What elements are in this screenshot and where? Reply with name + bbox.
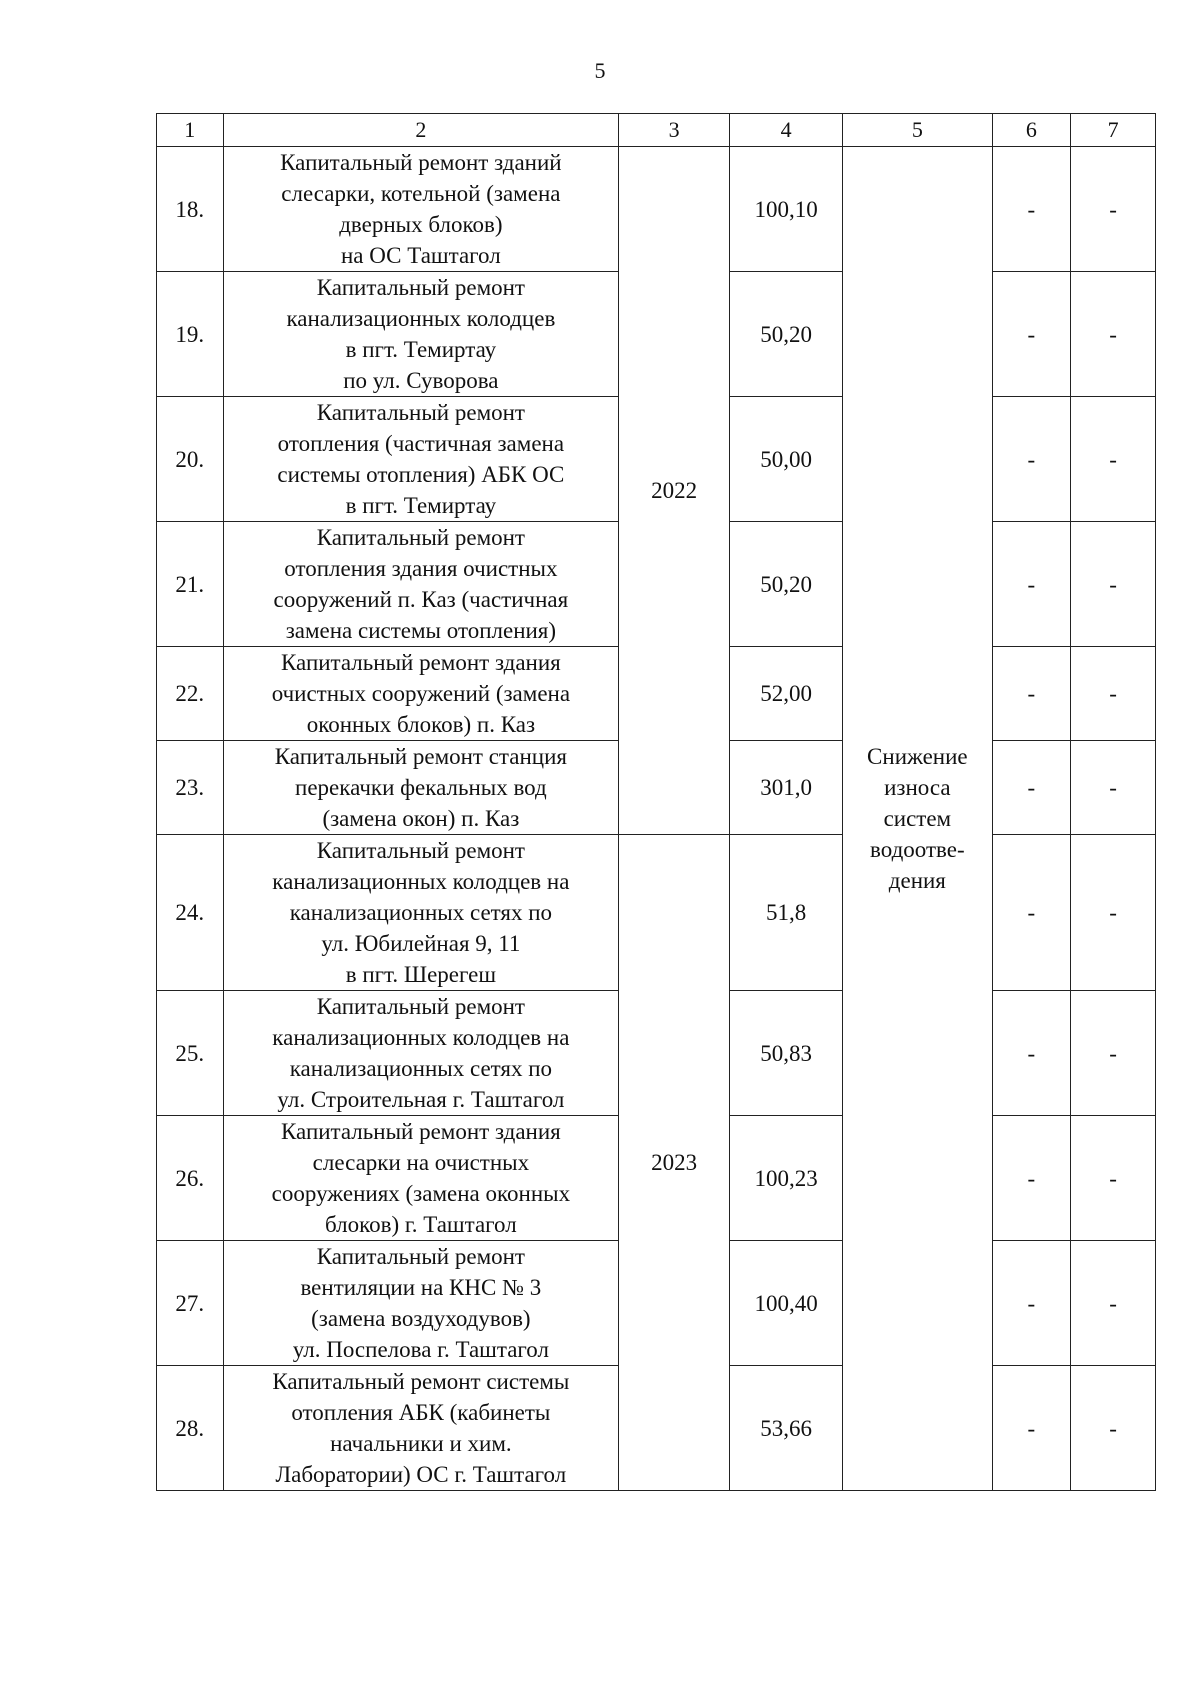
work-name: Капитальный ремонт канализационных колодцев в пгт. Темиртау по ул. Суворова xyxy=(223,272,619,397)
row-number: 23. xyxy=(157,741,224,835)
amount-cell: 100,40 xyxy=(730,1241,843,1366)
col6-cell: - xyxy=(992,1241,1071,1366)
col7-cell: - xyxy=(1071,647,1156,741)
table-header-row xyxy=(157,114,1156,147)
work-name: Капитальный ремонт отопления (частичная замена системы отопления) АБК ОС в пгт. Темиртау xyxy=(223,397,619,522)
column-header-2: 2 xyxy=(223,114,619,147)
year-cell-2022: 2022 xyxy=(619,147,730,835)
col7-cell: - xyxy=(1071,1366,1156,1491)
row-number: 24. xyxy=(157,835,224,991)
row-number: 18. xyxy=(157,147,224,272)
col6-cell: - xyxy=(992,1366,1071,1491)
row-number: 22. xyxy=(157,647,224,741)
column-header-3: 3 xyxy=(619,114,730,147)
amount-cell: 50,00 xyxy=(730,397,843,522)
amount-cell: 301,0 xyxy=(730,741,843,835)
amount-cell: 53,66 xyxy=(730,1366,843,1491)
work-name: Капитальный ремонт отопления здания очистных сооружений п. Каз (частичная замена системы отопления) xyxy=(223,522,619,647)
table-row xyxy=(157,835,1156,991)
amount-cell: 100,10 xyxy=(730,147,843,272)
col6-cell: - xyxy=(992,647,1071,741)
row-number: 25. xyxy=(157,991,224,1116)
row-number: 27. xyxy=(157,1241,224,1366)
col6-cell: - xyxy=(992,1116,1071,1241)
amount-cell: 50,83 xyxy=(730,991,843,1116)
col6-cell: - xyxy=(992,741,1071,835)
work-name: Капитальный ремонт здания очистных сооружений (замена оконных блоков) п. Каз xyxy=(223,647,619,741)
col7-cell: - xyxy=(1071,835,1156,991)
column-header-6: 6 xyxy=(992,114,1071,147)
col7-cell: - xyxy=(1071,991,1156,1116)
col6-cell: - xyxy=(992,147,1071,272)
row-number: 19. xyxy=(157,272,224,397)
amount-cell: 100,23 xyxy=(730,1116,843,1241)
column-header-1: 1 xyxy=(157,114,224,147)
col7-cell: - xyxy=(1071,397,1156,522)
row-number: 26. xyxy=(157,1116,224,1241)
amount-cell: 51,8 xyxy=(730,835,843,991)
col6-cell: - xyxy=(992,835,1071,991)
work-name: Капитальный ремонт канализационных колодцев на канализационных сетях по ул. Строительная г. Таштагол xyxy=(223,991,619,1116)
amount-cell: 50,20 xyxy=(730,272,843,397)
column-header-4: 4 xyxy=(730,114,843,147)
row-number: 28. xyxy=(157,1366,224,1491)
col6-cell: - xyxy=(992,397,1071,522)
col7-cell: - xyxy=(1071,741,1156,835)
work-name: Капитальный ремонт зданий слесарки, котельной (замена дверных блоков) на ОС Таштагол xyxy=(223,147,619,272)
col6-cell: - xyxy=(992,272,1071,397)
result-cell: Снижение износа систем водоотве- дения xyxy=(843,147,992,1491)
col6-cell: - xyxy=(992,522,1071,647)
col7-cell: - xyxy=(1071,1241,1156,1366)
amount-cell: 52,00 xyxy=(730,647,843,741)
row-number: 21. xyxy=(157,522,224,647)
work-name: Капитальный ремонт станция перекачки фекальных вод (замена окон) п. Каз xyxy=(223,741,619,835)
col7-cell: - xyxy=(1071,522,1156,647)
col7-cell: - xyxy=(1071,147,1156,272)
column-header-5: 5 xyxy=(843,114,992,147)
table-row xyxy=(157,147,1156,272)
col7-cell: - xyxy=(1071,272,1156,397)
col7-cell: - xyxy=(1071,1116,1156,1241)
work-name: Капитальный ремонт канализационных колодцев на канализационных сетях по ул. Юбилейная 9, 11 в пгт. Шерегеш xyxy=(223,835,619,991)
page-number: 5 xyxy=(594,58,606,83)
row-number: 20. xyxy=(157,397,224,522)
col6-cell: - xyxy=(992,991,1071,1116)
works-table xyxy=(156,113,1156,1491)
column-header-7: 7 xyxy=(1071,114,1156,147)
work-name: Капитальный ремонт системы отопления АБК (кабинеты начальники и хим. Лаборатории) ОС г. Таштагол xyxy=(223,1366,619,1491)
year-cell-2023: 2023 xyxy=(619,835,730,1491)
work-name: Капитальный ремонт вентиляции на КНС № 3 (замена воздуходувов) ул. Поспелова г. Таштагол xyxy=(223,1241,619,1366)
work-name: Капитальный ремонт здания слесарки на очистных сооружениях (замена оконных блоков) г. Таштагол xyxy=(223,1116,619,1241)
amount-cell: 50,20 xyxy=(730,522,843,647)
